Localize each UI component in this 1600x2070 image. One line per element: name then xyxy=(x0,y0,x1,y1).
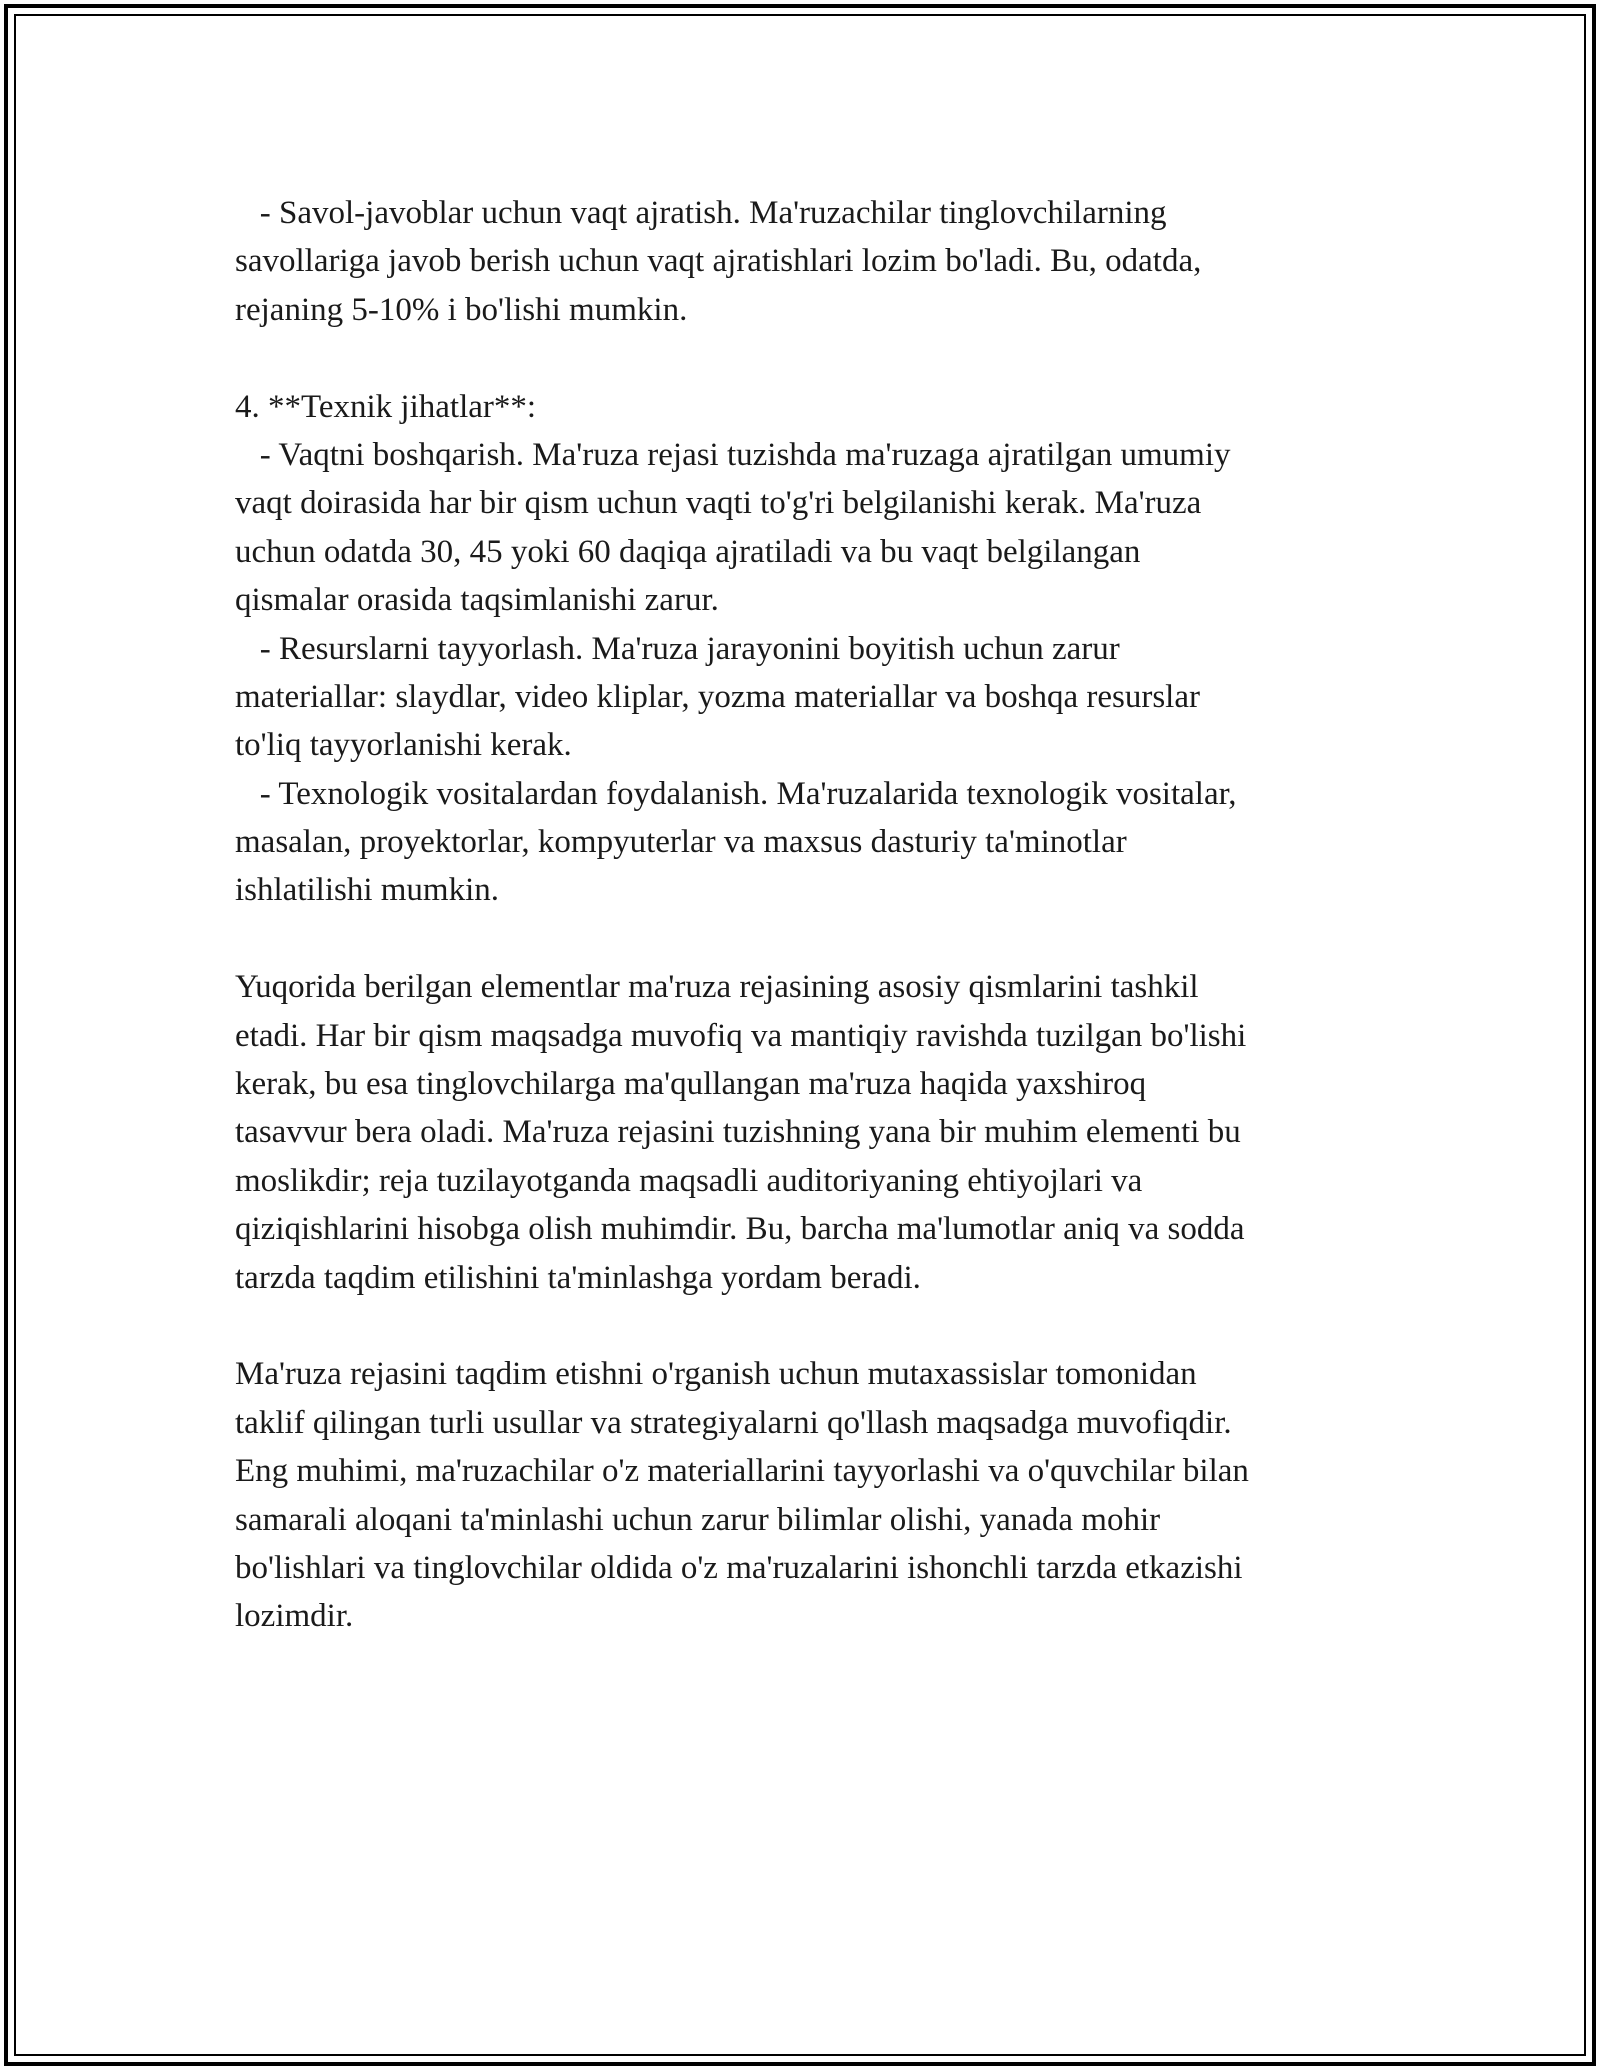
text-line: taklif qilingan turli usullar va strategiyalarni qo'llash maqsadga muvofiqdir. xyxy=(235,1404,1232,1441)
paragraph-gap xyxy=(235,1302,1375,1350)
text-line: savollariga javob berish uchun vaqt ajratishlari lozim bo'ladi. Bu, odatda, xyxy=(235,243,1202,280)
text-line: vaqt doirasida har bir qism uchun vaqti to'g'ri belgilanishi kerak. Ma'ruza xyxy=(235,485,1202,522)
text-line: bo'lishlari va tinglovchilar oldida o'z ma'ruzalarini ishonchli tarzda etkazishi xyxy=(235,1549,1243,1586)
text-line: kerak, bu esa tinglovchilarga ma'qullangan ma'ruza haqida yaxshiroq xyxy=(235,1066,1147,1103)
section-texnik-jihatlar xyxy=(235,383,1375,915)
paragraph-maruza-rejasini xyxy=(235,1350,1375,1640)
text-line: rejaning 5-10% i bo'lishi mumkin. xyxy=(235,291,688,328)
text-line: Eng muhimi, ma'ruzachilar o'z materiallarini tayyorlashi va o'quvchilar bilan xyxy=(235,1453,1249,1490)
text-line: moslikdir; reja tuzilayotganda maqsadli auditoriyaning ehtiyojlari va xyxy=(235,1162,1143,1199)
text-line: qismalar orasida taqsimlanishi zarur. xyxy=(235,582,719,619)
text-line: samarali aloqani ta'minlashi uchun zarur bilimlar olishi, yanada mohir xyxy=(235,1501,1161,1538)
text-line: - Vaqtni boshqarish. Ma'ruza rejasi tuzishda ma'ruzaga ajratilgan umumiy xyxy=(235,436,1231,473)
text-line: tasavvur bera oladi. Ma'ruza rejasini tuzishning yana bir muhim elementi bu xyxy=(235,1114,1241,1151)
text-line: - Savol-javoblar uchun vaqt ajratish. Ma'ruzachilar tinglovchilarning xyxy=(235,195,1167,231)
text-line: uchun odatda 30, 45 yoki 60 daqiqa ajratiladi va bu vaqt belgilangan xyxy=(235,533,1141,570)
bullet-savol-javoblar xyxy=(235,189,1375,334)
text-line: Yuqorida berilgan elementlar ma'ruza rejasining asosiy qismlarini tashkil xyxy=(235,969,1199,1006)
text-line: - Resurslarni tayyorlash. Ma'ruza jarayonini boyitish uchun zarur xyxy=(235,630,1120,667)
text-line: ishlatilishi mumkin. xyxy=(235,872,500,909)
text-line: qiziqishlarini hisobga olish muhimdir. Bu, barcha ma'lumotlar aniq va sodda xyxy=(235,1211,1245,1248)
text-line: materiallar: slaydlar, video kliplar, yozma materiallar va boshqa resurslar xyxy=(235,678,1200,715)
text-line: etadi. Har bir qism maqsadga muvofiq va mantiqiy ravishda tuzilgan bo'lishi xyxy=(235,1017,1247,1054)
text-line: Ma'ruza rejasini taqdim etishni o'rganish uchun mutaxassislar tomonidan xyxy=(235,1356,1197,1393)
paragraph-yuqorida xyxy=(235,963,1375,1302)
text-line: tarzda taqdim etilishini ta'minlashga yordam beradi. xyxy=(235,1259,921,1296)
text-line: - Texnologik vositalardan foydalanish. Ma'ruzalarida texnologik vositalar, xyxy=(235,775,1237,812)
paragraph-gap xyxy=(235,334,1375,382)
text-line: 4. **Texnik jihatlar**: xyxy=(235,388,537,425)
text-line: to'liq tayyorlanishi kerak. xyxy=(235,727,572,764)
document-body xyxy=(235,189,1375,1641)
text-line: lozimdir. xyxy=(235,1598,354,1635)
paragraph-gap xyxy=(235,915,1375,963)
text-line: masalan, proyektorlar, kompyuterlar va maxsus dasturiy ta'minotlar xyxy=(235,824,1127,861)
